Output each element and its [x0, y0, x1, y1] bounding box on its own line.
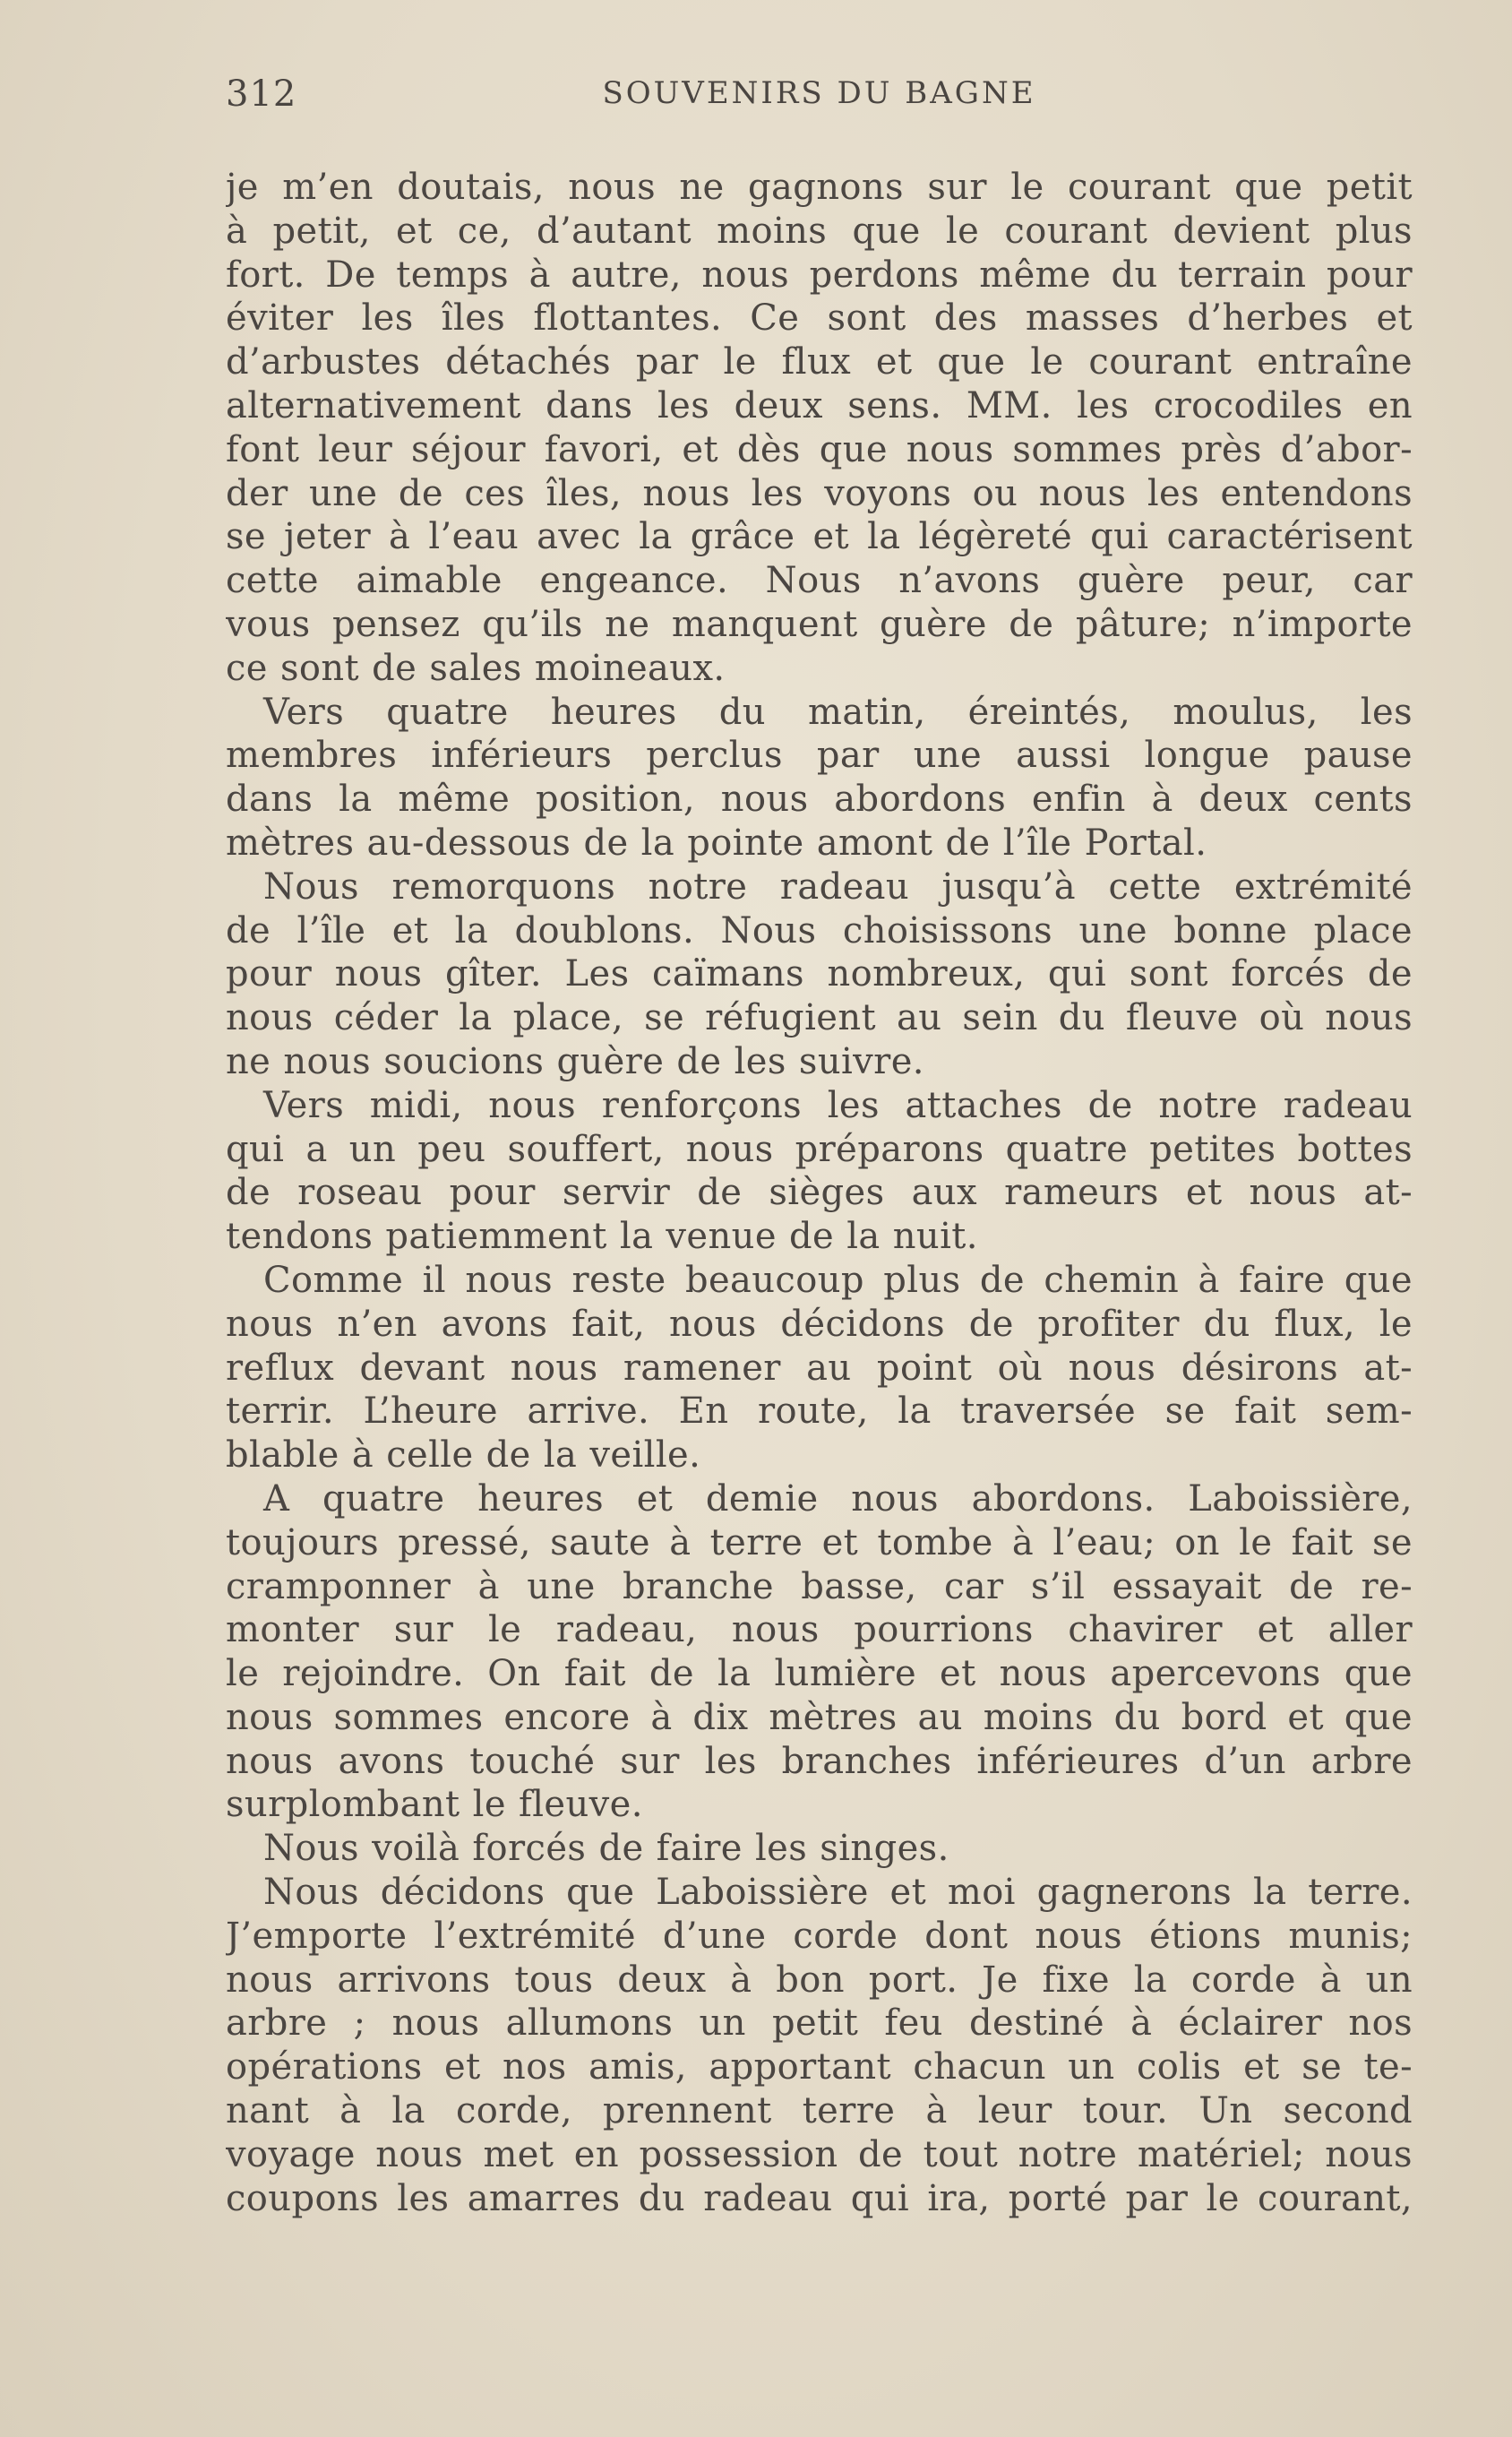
text-line: fort. De temps à autre, nous perdons même du terrain pour — [226, 254, 1413, 296]
text-line: nous céder la place, se réfugient au sein du fleuve où nous — [226, 997, 1413, 1039]
text-line: se jeter à l’eau avec la grâce et la légèreté qui caractérisent — [226, 516, 1413, 558]
text-line: reflux devant nous ramener au point où nous désirons at- — [226, 1347, 1413, 1389]
text-line: à petit, et ce, d’autant moins que le courant devient plus — [226, 210, 1413, 252]
body-text — [226, 166, 1413, 2220]
text-line: toujours pressé, saute à terre et tombe à l’eau; on le fait se — [226, 1521, 1413, 1563]
text-line: pour nous gîter. Les caïmans nombreux, qui sont forcés de — [226, 953, 1413, 995]
page-header — [226, 73, 1413, 127]
page-number: 312 — [226, 73, 297, 115]
text-line: voyage nous met en possession de tout notre matériel; nous — [226, 2133, 1413, 2175]
paragraph-start-line: Vers midi, nous renforçons les attaches de notre radeau — [263, 1084, 1413, 1126]
running-title: SOUVENIRS DU BAGNE — [602, 75, 1036, 111]
text-line: J’emporte l’extrémité d’une corde dont nous étions munis; — [226, 1915, 1413, 1957]
text-line: tendons patiemment la venue de la nuit. — [226, 1216, 978, 1258]
text-line: ce sont de sales moineaux. — [226, 647, 726, 689]
text-line: terrir. L’heure arrive. En route, la traversée se fait sem- — [226, 1391, 1413, 1433]
text-line: nous sommes encore à dix mètres au moins du bord et que — [226, 1696, 1413, 1738]
text-line: éviter les îles flottantes. Ce sont des masses d’herbes et — [226, 297, 1413, 340]
text-line: nous avons touché sur les branches inférieures d’un arbre — [226, 1740, 1413, 1782]
paragraph-start-line: A quatre heures et demie nous abordons. Laboissière, — [263, 1477, 1413, 1520]
paragraph-start-line: Vers quatre heures du matin, éreintés, moulus, les — [263, 691, 1413, 733]
text-line: surplombant le fleuve. — [226, 1784, 643, 1826]
text-line: ne nous soucions guère de les suivre. — [226, 1040, 924, 1082]
text-line: cramponner à une branche basse, car s’il essayait de re- — [226, 1565, 1413, 1607]
text-line: opérations et nos amis, apportant chacun un colis et se te- — [226, 2046, 1413, 2088]
text-line: arbre ; nous allumons un petit feu destiné à éclairer nos — [226, 2002, 1413, 2045]
text-line: de roseau pour servir de sièges aux rameurs et nous at- — [226, 1172, 1413, 1214]
text-line: je m’en doutais, nous ne gagnons sur le courant que petit — [226, 167, 1413, 208]
text-line: de l’île et la doublons. Nous choisissons une bonne place — [226, 909, 1413, 952]
text-line: der une de ces îles, nous les voyons ou nous les entendons — [226, 472, 1413, 514]
text-line: coupons les amarres du radeau qui ira, porté par le courant, — [226, 2177, 1413, 2219]
text-line: nous n’en avons fait, nous décidons de profiter du flux, le — [226, 1303, 1413, 1345]
text-line: blable à celle de la veille. — [226, 1434, 701, 1477]
paragraph-start-line: Nous décidons que Laboissière et moi gagnerons la terre. — [263, 1872, 1413, 1914]
paragraph-start-line: Nous voilà forcés de faire les singes. — [263, 1828, 949, 1870]
text-line: nant à la corde, prennent terre à leur tour. Un second — [226, 2090, 1413, 2132]
text-line: monter sur le radeau, nous pourrions chavirer et aller — [226, 1609, 1413, 1651]
paragraph-start-line: Comme il nous reste beaucoup plus de chemin à faire que — [263, 1259, 1413, 1301]
text-line: d’arbustes détachés par le flux et que le courant entraîne — [226, 341, 1413, 383]
paragraph-start-line: Nous remorquons notre radeau jusqu’à cette extrémité — [263, 865, 1413, 908]
text-line: font leur séjour favori, et dès que nous sommes près d’abor- — [226, 428, 1413, 470]
text-line: qui a un peu souffert, nous préparons quatre petites bottes — [226, 1128, 1413, 1170]
text-line: cette aimable engeance. Nous n’avons guère peur, car — [226, 560, 1413, 602]
text-line: mètres au-dessous de la pointe amont de l’île Portal. — [226, 822, 1207, 864]
text-line: dans la même position, nous abordons enfin à deux cents — [226, 779, 1413, 821]
text-line: membres inférieurs perclus par une aussi longue pause — [226, 735, 1413, 777]
text-line: le rejoindre. On fait de la lumière et nous apercevons que — [226, 1653, 1413, 1695]
text-line: vous pensez qu’ils ne manquent guère de pâture; n’importe — [226, 603, 1413, 645]
text-line: nous arrivons tous deux à bon port. Je fixe la corde à un — [226, 1959, 1413, 2001]
text-line: alternativement dans les deux sens. MM. les crocodiles en — [226, 384, 1413, 426]
